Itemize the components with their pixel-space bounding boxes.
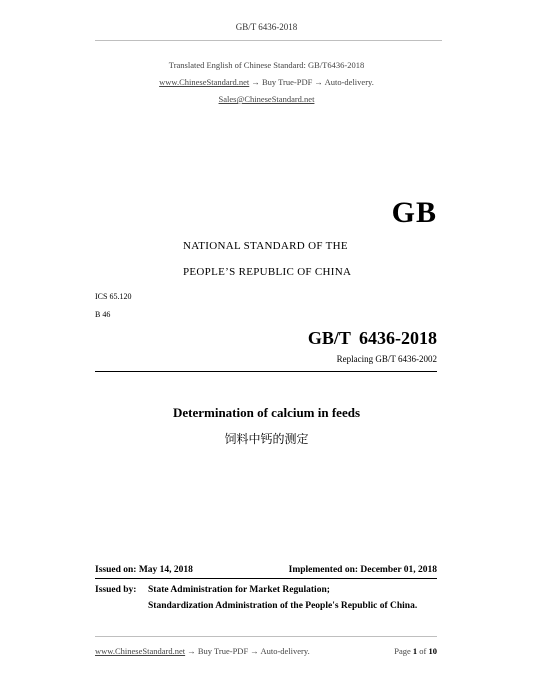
ics-code: ICS 65.120: [95, 292, 132, 301]
email-line: [0, 94, 533, 104]
national-standard-line-1: NATIONAL STANDARD OF THE: [183, 240, 348, 252]
ccs-code: B 46: [95, 310, 111, 319]
replacing-note: Replacing GB/T 6436-2002: [336, 354, 437, 364]
purchase-text: → Buy True-PDF → Auto-delivery.: [249, 77, 374, 87]
issuer-1: State Administration for Market Regulation;: [148, 585, 330, 595]
running-header: GB/T 6436-2018: [235, 22, 298, 32]
standard-code: GB/T 6436-2018: [307, 328, 437, 348]
of-label: of: [419, 646, 427, 656]
translation-note: Translated English of Chinese Standard: GB/T6436-2018: [168, 60, 365, 70]
title-chinese: 饲料中钙的测定: [224, 432, 309, 446]
page-number: 1: [412, 646, 418, 656]
footer-rule: [95, 636, 437, 637]
site-link[interactable]: www.ChineseStandard.net: [159, 77, 250, 87]
implemented-date: Implemented on: December 01, 2018: [288, 565, 437, 575]
page-label: Page: [394, 646, 411, 656]
gb-mark: GB: [391, 196, 437, 229]
national-standard-line-2: PEOPLE’S REPUBLIC OF CHINA: [183, 266, 352, 278]
page-indicator: [394, 646, 437, 656]
top-divider: [95, 371, 437, 372]
title-english: Determination of calcium in feeds: [172, 405, 361, 420]
issued-date: Issued on: May 14, 2018: [95, 565, 193, 575]
issuer-2: Standardization Administration of the People's Republic of China.: [148, 601, 418, 611]
footer-purchase-text: → Buy True-PDF → Auto-delivery.: [185, 646, 310, 656]
footer-site-link[interactable]: www.ChineseStandard.net: [95, 646, 186, 656]
page-total: 10: [428, 646, 437, 656]
bottom-divider: [95, 578, 437, 579]
issued-by-label: Issued by:: [95, 585, 137, 595]
purchase-line: [0, 77, 533, 87]
header-rule: [95, 40, 442, 41]
email-link[interactable]: Sales@ChineseStandard.net: [218, 94, 315, 104]
footer-purchase-line: [95, 646, 310, 656]
